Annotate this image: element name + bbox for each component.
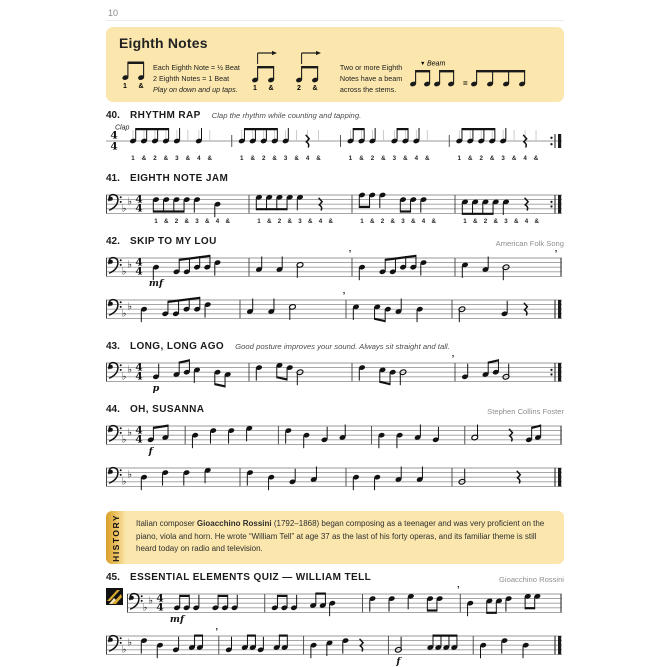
svg-text:&: & [207, 155, 213, 163]
staff-system [106, 123, 564, 165]
notation-william-tell [106, 585, 564, 667]
svg-text:&: & [533, 155, 539, 163]
svg-text:1: 1 [348, 155, 353, 163]
svg-text:’: ’ [554, 249, 558, 259]
exercise-number: 42. [106, 236, 120, 248]
svg-text:&: & [511, 155, 517, 163]
svg-text:&: & [390, 218, 395, 226]
notation-eighth-note-jam [106, 186, 564, 228]
exercise-43-long-long-ago [106, 341, 564, 396]
svg-text:♭: ♭ [121, 203, 127, 215]
svg-text:4: 4 [414, 155, 419, 163]
composer-credit: Stephen Collins Foster [487, 407, 564, 417]
svg-text:&: & [225, 218, 230, 226]
staff-system [106, 249, 564, 291]
svg-text:’: ’ [342, 291, 346, 301]
svg-text:4: 4 [524, 218, 529, 226]
svg-text:&: & [185, 155, 191, 163]
right-arrow-icon [272, 51, 277, 55]
svg-text:1: 1 [257, 218, 261, 226]
svg-text:1: 1 [154, 218, 158, 226]
svg-text:4: 4 [135, 193, 143, 206]
history-label: HISTORY [111, 513, 121, 562]
svg-text:♭: ♭ [148, 595, 154, 607]
page-number: 10 [108, 8, 119, 18]
svg-text:4: 4 [156, 591, 164, 604]
page-content [106, 8, 564, 667]
beam-equivalence-diagram [408, 56, 528, 94]
svg-text:♭: ♭ [127, 637, 133, 649]
svg-text:&: & [467, 155, 473, 163]
rule-taps: Play on down and up taps. [153, 84, 238, 94]
svg-text:&: & [359, 155, 364, 163]
rule-one-beat: 2 Eighth Notes = 1 Beat [153, 73, 230, 83]
staff-system [106, 291, 564, 333]
svg-text:♭: ♭ [121, 308, 127, 320]
svg-text:♭: ♭ [121, 643, 127, 655]
svg-text:4: 4 [135, 203, 143, 216]
svg-text:&: & [328, 218, 333, 226]
theory-box-row [119, 54, 554, 95]
svg-text:1: 1 [240, 155, 244, 163]
svg-text:&: & [514, 218, 519, 226]
svg-text:&: & [294, 155, 299, 163]
svg-text:&: & [534, 218, 539, 226]
svg-text:&: & [489, 155, 495, 163]
svg-text:♭: ♭ [127, 301, 133, 313]
svg-text:3: 3 [401, 218, 405, 226]
exercise-title: LONG, LONG AGO [130, 341, 225, 353]
svg-text:♭: ♭ [121, 434, 127, 446]
svg-text:&: & [184, 218, 189, 226]
exercise-40-rhythm-rap [106, 110, 564, 165]
svg-text:&: & [164, 218, 169, 226]
svg-text:&: & [473, 218, 478, 226]
exercise-number: 43. [106, 341, 120, 353]
svg-text:4: 4 [135, 434, 143, 447]
svg-text:2: 2 [277, 218, 282, 226]
staff-system [106, 354, 564, 396]
svg-text:’: ’ [456, 584, 460, 595]
svg-text:f: f [148, 446, 153, 458]
svg-text:1: 1 [252, 85, 257, 92]
svg-text:&: & [163, 155, 169, 163]
down-up-tap-diagram [246, 50, 334, 92]
svg-text:2: 2 [174, 218, 179, 226]
svg-text:p: p [152, 383, 160, 395]
svg-text:&: & [425, 155, 430, 163]
composer-credit: Gioacchino Rossini [499, 574, 564, 584]
svg-text:4: 4 [215, 218, 220, 226]
right-arrow-icon [316, 51, 321, 55]
svg-text:&: & [287, 218, 292, 226]
svg-text:&: & [138, 83, 144, 90]
eighth-note-pair-icon [119, 54, 147, 90]
composer-credit: American Folk Song [495, 239, 564, 249]
history-text: Italian composer Gioacchino Rossini (1792–1868) began composing as a teenager and was very proficient on the piano, viola and horn. He wrote “William Tell” at age 37 as the last of his forty operas, and its familiar theme is still heard today on radio and television. [136, 519, 545, 554]
svg-text:♭: ♭ [127, 469, 133, 481]
svg-text:4: 4 [110, 129, 118, 142]
staff-system [106, 627, 564, 667]
exercise-44-oh-susanna [106, 404, 564, 501]
svg-text:♭: ♭ [127, 196, 133, 208]
svg-text:&: & [411, 218, 416, 226]
svg-text:&: & [267, 218, 272, 226]
staff-system [106, 186, 564, 228]
svg-text:mf: mf [169, 613, 185, 625]
svg-text:4: 4 [523, 155, 527, 163]
svg-text:Clap: Clap [115, 124, 130, 132]
staff-system [106, 417, 564, 459]
svg-text:3: 3 [298, 218, 302, 226]
svg-text:3: 3 [283, 155, 288, 163]
quiz-badge-icon [106, 588, 123, 605]
staff-system [106, 459, 564, 501]
svg-text:Beam: Beam [427, 60, 446, 68]
svg-text:3: 3 [175, 155, 179, 163]
svg-text:♭: ♭ [127, 259, 133, 271]
exercise-instruction: Clap the rhythm while counting and tapping. [211, 111, 362, 121]
svg-text:&: & [141, 155, 147, 163]
svg-text:2: 2 [370, 155, 375, 163]
svg-text:♭: ♭ [142, 601, 148, 613]
svg-text:4: 4 [135, 256, 143, 269]
svg-text:4: 4 [135, 371, 143, 384]
svg-text:4: 4 [110, 140, 118, 153]
svg-text:&: & [308, 218, 313, 226]
svg-text:&: & [312, 85, 318, 92]
page-edge-rule [106, 20, 564, 21]
exercise-number: 45. [106, 571, 120, 583]
svg-text:♭: ♭ [127, 364, 133, 376]
svg-text:&: & [403, 155, 408, 163]
svg-text:1: 1 [360, 218, 364, 226]
svg-text:1: 1 [457, 155, 461, 163]
svg-text:4: 4 [421, 218, 426, 226]
svg-text:&: & [370, 218, 375, 226]
svg-text:&: & [268, 85, 274, 92]
svg-text:&: & [272, 155, 277, 163]
svg-text:2: 2 [479, 155, 483, 163]
svg-text:4: 4 [318, 218, 323, 226]
history-tab [106, 511, 126, 563]
exercise-title: RHYTHM RAP [130, 110, 201, 122]
history-box [106, 511, 564, 563]
svg-text:2: 2 [296, 85, 301, 92]
svg-text:=: = [463, 79, 468, 88]
svg-text:1: 1 [131, 155, 135, 163]
exercise-41-eighth-note-jam [106, 173, 564, 228]
svg-text:&: & [205, 218, 210, 226]
svg-text:♭: ♭ [121, 371, 127, 383]
beam-pointer-icon: ▼ [420, 61, 426, 67]
rule-half-beat: Each Eighth Note = ½ Beat [153, 63, 240, 72]
svg-text:4: 4 [135, 361, 143, 374]
svg-text:♭: ♭ [127, 427, 133, 439]
svg-text:2: 2 [261, 155, 266, 163]
exercise-title: EIGHTH NOTE JAM [130, 173, 229, 185]
svg-text:4: 4 [135, 266, 143, 279]
exercise-number: 40. [106, 110, 120, 122]
notation-rhythm-rap [106, 123, 564, 165]
svg-text:4: 4 [135, 424, 143, 437]
exercise-title: OH, SUSANNA [130, 404, 205, 416]
svg-text:’: ’ [451, 354, 455, 364]
notation-oh-susanna [106, 417, 564, 501]
staff-system [127, 585, 564, 627]
svg-text:2: 2 [153, 155, 157, 163]
theory-box-eighth-notes [106, 27, 564, 102]
notation-skip-to-my-lou [106, 249, 564, 333]
exercise-title: ESSENTIAL ELEMENTS QUIZ — WILLIAM TELL [130, 571, 372, 583]
svg-text:&: & [381, 155, 386, 163]
svg-text:2: 2 [483, 218, 488, 226]
svg-text:1: 1 [123, 83, 127, 90]
composer-name: Gioacchino Rossini [196, 519, 272, 529]
svg-text:’: ’ [348, 249, 352, 259]
exercise-number: 41. [106, 173, 120, 185]
svg-text:4: 4 [305, 155, 310, 163]
beam-explanation: Two or more Eighth Notes have a beam across the stems. [339, 63, 403, 94]
theory-box-rules [153, 63, 240, 95]
svg-text:&: & [431, 218, 436, 226]
svg-text:1: 1 [463, 218, 467, 226]
svg-text:’: ’ [215, 626, 219, 637]
svg-text:&: & [316, 155, 321, 163]
exercise-number: 44. [106, 404, 120, 416]
exercise-42-skip-to-my-lou [106, 236, 564, 333]
notation-long-long-ago [106, 354, 564, 396]
exercise-45-quiz-william-tell [106, 572, 564, 667]
svg-text:♭: ♭ [121, 266, 127, 278]
exercise-instruction: Good posture improves your sound. Always sit straight and tall. [235, 342, 450, 352]
svg-text:3: 3 [501, 155, 505, 163]
svg-text:&: & [250, 155, 255, 163]
svg-text:3: 3 [392, 155, 397, 163]
svg-text:♭: ♭ [121, 476, 127, 488]
svg-text:2: 2 [380, 218, 385, 226]
svg-text:f: f [396, 655, 401, 667]
svg-text:4: 4 [197, 155, 201, 163]
svg-text:3: 3 [195, 218, 199, 226]
theory-box-title: Eighth Notes [119, 35, 208, 51]
svg-text:mf: mf [148, 278, 164, 290]
svg-text:4: 4 [156, 601, 164, 614]
svg-text:&: & [493, 218, 498, 226]
exercise-title: SKIP TO MY LOU [130, 236, 217, 248]
svg-text:3: 3 [504, 218, 508, 226]
